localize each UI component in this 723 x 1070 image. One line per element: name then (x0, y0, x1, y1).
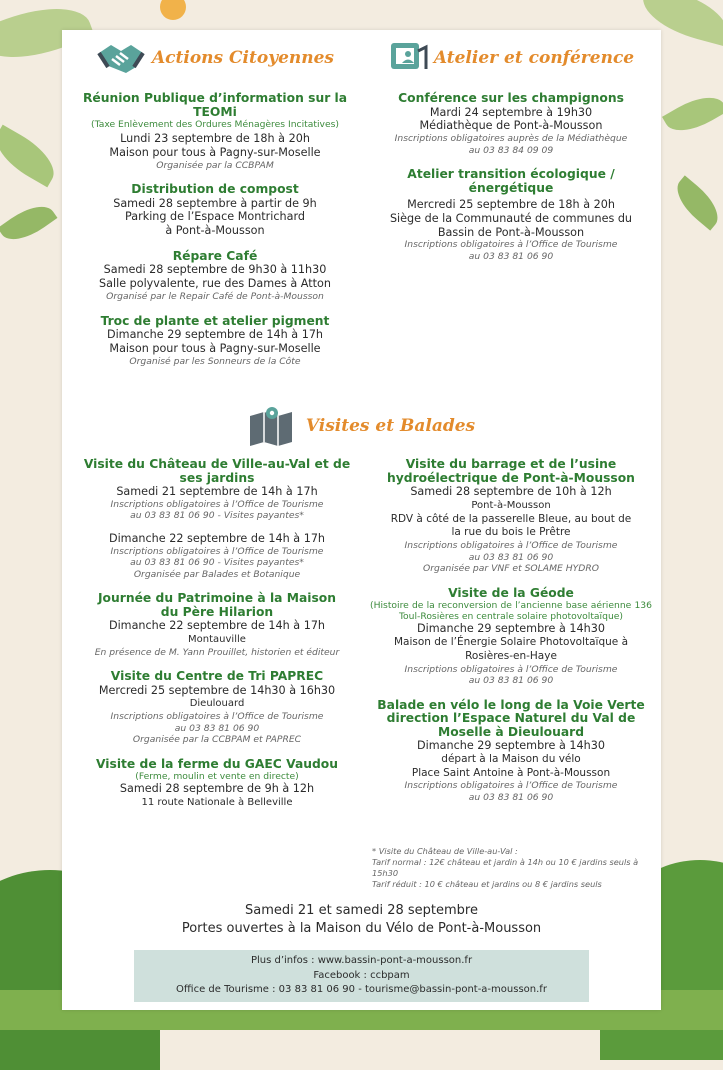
section-atelier-conference (370, 38, 652, 262)
event-note: Organisé par les Sonneurs de la Côte (129, 355, 301, 367)
event-note: Organisé par le Repair Café de Pont-à-Mousson (106, 291, 324, 303)
event (370, 699, 652, 804)
event-date: Dimanche 22 septembre de 14h à 17h (108, 531, 326, 545)
event-note: Organisée par la CCBPAM (156, 159, 274, 171)
event-date: Lundi 23 septembre de 18h à 20h (120, 132, 310, 145)
event-place: Place Saint Antoine à Pont-à-Mousson (411, 766, 611, 779)
event-date: Samedi 28 septembre à partir de 9h (113, 196, 317, 210)
event-phone: au 03 83 84 09 09 (468, 144, 554, 156)
event-date: Dimanche 29 septembre à 14h30 (417, 622, 605, 636)
event-title: Distribution de compost (131, 182, 299, 197)
event-note: Inscriptions obligatoires à l’Office de Tourisme (404, 780, 618, 792)
open-doors-date: Samedi 21 et samedi 28 septembre (245, 903, 478, 918)
event-place: départ à la Maison du vélo (441, 752, 581, 765)
section-title: Visites et Balades (305, 416, 476, 436)
event-date: Samedi 28 septembre de 9h30 à 11h30 (103, 263, 327, 277)
open-doors-title: Portes ouvertes à la Maison du Vélo de Pont-à-Mousson (181, 921, 542, 936)
section-title: Actions Citoyennes (151, 48, 335, 68)
tourism-office-contact[interactable]: Office de Tourisme : 03 83 81 06 90 - tourisme@bassin-pont-a-mousson.fr (176, 984, 547, 995)
event-note: En présence de M. Yann Prouillet, historien et éditeur (94, 646, 340, 658)
presentation-icon (388, 39, 428, 77)
event (76, 670, 358, 746)
event-place: Siège de la Communauté de communes du (389, 211, 633, 225)
event-phone: au 03 83 81 06 90 - Visites payantes* (130, 557, 304, 569)
event-date: Dimanche 29 septembre à 14h30 (417, 739, 605, 753)
event-title: Répare Café (172, 248, 258, 263)
handshake-icon (96, 39, 146, 77)
event-date: Mercredi 25 septembre de 14h30 à 16h30 (98, 683, 336, 697)
event-phone: au 03 83 81 06 90 (468, 551, 554, 563)
fruit-decoration (160, 0, 186, 20)
event (76, 758, 358, 810)
event-title: Balade en vélo le long de la Voie Verte direction l’Espace Naturel du Val de Moselle à Dieulouard (377, 697, 645, 739)
event-note: Inscriptions obligatoires à l’Office de Tourisme (404, 540, 618, 552)
event-place: Pont-à-Mousson (471, 499, 551, 511)
event-note: Inscriptions obligatoires à l’Office de Tourisme (110, 711, 324, 723)
event-title: Journée du Patrimoine à la Maison du Père Hilarion (97, 591, 337, 619)
event-subtitle: (Histoire de la reconversion de l’ancienne base aérienne 136 Toul-Rosières en centrale solaire photovoltaïque) (370, 600, 652, 623)
event-place: à Pont-à-Mousson (165, 224, 265, 238)
open-doors-banner (62, 902, 661, 938)
event (70, 183, 360, 238)
event-note: Inscriptions obligatoires à l’Office de Tourisme (110, 498, 324, 510)
section-title: Atelier et conférence (433, 48, 635, 68)
event-organizer: Organisée par VNF et SOLAME HYDRO (423, 563, 599, 575)
leaf-decoration (662, 87, 723, 141)
map-icon (248, 406, 300, 446)
website-link[interactable]: Plus d’infos : www.bassin-pont-a-mousson.fr (250, 955, 473, 966)
visites-right-column (370, 458, 652, 803)
event (370, 168, 652, 262)
footnote: * Visite du Château de Ville-au-Val : (372, 846, 518, 856)
event-title: Atelier transition écologique / énergétique (407, 167, 615, 195)
leaf-decoration (0, 125, 63, 188)
event-title: Visite de la ferme du GAEC Vaudou (95, 756, 338, 771)
section-header (62, 406, 661, 446)
event-place: Rosières-en-Haye (465, 649, 557, 662)
event-phone: au 03 83 81 06 90 (468, 250, 554, 262)
section-header (70, 38, 360, 78)
facebook-link[interactable]: Facebook : ccbpam (313, 969, 410, 981)
event-phone: au 03 83 81 06 90 (174, 722, 260, 734)
section-header (370, 38, 652, 78)
visites-left-column (76, 458, 358, 810)
program-sheet (62, 30, 661, 1010)
event-title: Visite du Centre de Tri PAPREC (110, 669, 324, 684)
event-phone: au 03 83 81 06 90 (468, 675, 554, 687)
event-title: Réunion Publique d’information sur la TEOMi (82, 91, 348, 119)
event-note: Inscriptions obligatoires auprès de la Médiathèque (394, 133, 628, 145)
event-title: Visite du Château de Ville-au-Val et de ses jardins (83, 457, 351, 485)
leaf-decoration (0, 197, 57, 250)
event-subtitle: (Taxe Enlèvement des Ordures Ménagères Incitatives) (91, 119, 339, 130)
info-box (134, 950, 589, 1002)
event-place: Maison pour tous à Pagny-sur-Moselle (109, 145, 321, 159)
event (370, 587, 652, 687)
event-phone: au 03 83 81 06 90 (468, 791, 554, 803)
leaf-decoration (668, 175, 723, 230)
event (70, 315, 360, 368)
event-title: Visite de la Géode (448, 585, 574, 600)
event-title: Conférence sur les champignons (398, 91, 624, 105)
section-actions-citoyennes (70, 38, 360, 367)
event-note: Inscriptions obligatoires à l’Office de Tourisme (110, 545, 324, 557)
event-place: Parking de l’Espace Montrichard (125, 210, 305, 224)
footnote: Tarif normal : 12€ château et jardin à 14h ou 10 € jardins seuls à 15h30 (372, 857, 639, 878)
event-place: Montauville (188, 633, 246, 645)
event-date: Dimanche 22 septembre de 14h à 17h (108, 619, 326, 633)
event-note: Inscriptions obligatoires à l’Office de Tourisme (404, 239, 618, 251)
event-date: Samedi 28 septembre de 9h à 12h (119, 782, 315, 796)
event (370, 92, 652, 156)
event-organizer: Organisée par la CCBPAM et PAPREC (132, 734, 302, 746)
event-place: 11 route Nationale à Belleville (141, 797, 293, 809)
event-place: Médiathèque de Pont-à-Mousson (419, 119, 603, 133)
event-date: Samedi 28 septembre de 10h à 12h (410, 485, 612, 498)
event-place: la rue du bois le Prêtre (451, 526, 571, 539)
event-title: Troc de plante et atelier pigment (100, 313, 330, 328)
section-visites-header (62, 406, 661, 446)
footnotes (372, 846, 652, 890)
event-place: Bassin de Pont-à-Mousson (437, 225, 585, 239)
event-place: RDV à côté de la passerelle Bleue, au bout de (390, 512, 632, 525)
event-place: Maison de l’Énergie Solaire Photovoltaïque à (393, 635, 629, 648)
event-place: Maison pour tous à Pagny-sur-Moselle (109, 341, 321, 355)
event-place: Salle polyvalente, rue des Dames à Atton (99, 277, 331, 291)
event-note: Inscriptions obligatoires à l’Office de Tourisme (404, 663, 618, 675)
footnote: Tarif réduit : 10 € château et jardins ou 8 € jardins seuls (372, 879, 602, 889)
event (70, 250, 360, 303)
event (76, 458, 358, 580)
event-subtitle: (Ferme, moulin et vente en directe) (135, 771, 299, 783)
event (370, 458, 652, 575)
event-organizer: Organisée par Balades et Botanique (133, 568, 301, 580)
event-date: Mardi 24 septembre à 19h30 (429, 105, 593, 119)
event (70, 92, 360, 171)
event-title: Visite du barrage et de l’usine hydroélectrique de Pont-à-Mousson (387, 457, 635, 485)
event-date: Samedi 21 septembre de 14h à 17h (116, 485, 318, 498)
event-place: Dieulouard (189, 698, 245, 710)
event-phone: au 03 83 81 06 90 - Visites payantes* (130, 510, 304, 522)
event-date: Dimanche 29 septembre de 14h à 17h (106, 328, 324, 342)
event (76, 592, 358, 658)
event-date: Mercredi 25 septembre de 18h à 20h (407, 198, 615, 212)
